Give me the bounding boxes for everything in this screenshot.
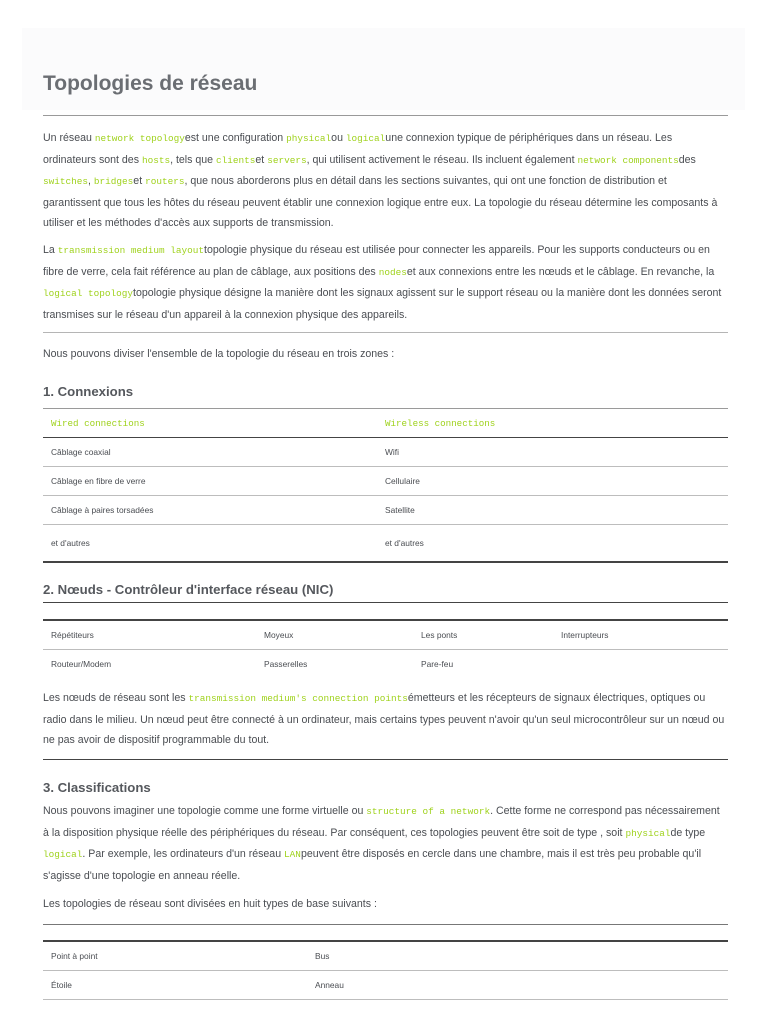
column-header-wireless: Wireless connections bbox=[377, 409, 728, 438]
table-cell: Satellite bbox=[377, 496, 728, 525]
code-term: network components bbox=[577, 154, 679, 166]
code-term: bridges bbox=[93, 176, 134, 188]
table-row bbox=[43, 467, 728, 496]
nodes-table bbox=[43, 619, 728, 678]
table-cell: Étoile bbox=[43, 970, 307, 999]
heading-noeuds: 2. Nœuds - Contrôleur d'interface réseau (NIC) bbox=[43, 582, 334, 597]
code-term: physical bbox=[286, 133, 332, 144]
code-term: network topology bbox=[94, 133, 185, 144]
table-cell: Interrupteurs bbox=[553, 620, 728, 649]
table-cell: Anneau bbox=[307, 970, 728, 999]
table-cell: Câblage en fibre de verre bbox=[43, 467, 377, 496]
heading-underline bbox=[43, 602, 728, 603]
code-term: routers bbox=[145, 176, 185, 188]
intro-paragraph: Un réseau network topologyest une configuration physicalou logicalune connexion typique de périphériques dans un réseau. Les ordinateurs sont des hosts, tels que clientset servers, qui utilisent activement le réseau. Ils incluent également network componentsdes switches, bridgeset routers, que nous aborderons plus en détail dans les sections suivantes, qui ont une fonction de distribution et garantissent que tous les hôtes du réseau peuvent établir une connexion logique entre eux. La topologie du réseau détermine les composants à utiliser et les méthodes d'accès aux supports de transmission. bbox=[43, 132, 718, 230]
table-cell: Les ponts bbox=[413, 620, 553, 649]
table-row bbox=[43, 620, 728, 649]
table-cell: Répétiteurs bbox=[43, 620, 256, 649]
code-term: transmission medium's connection points bbox=[188, 693, 408, 704]
table-row bbox=[43, 649, 728, 678]
table-row bbox=[43, 525, 728, 562]
layout-paragraph: La transmission medium layouttopologie physique du réseau est utilisée pour connecter les appareils. Pour les supports conducteurs ou en fibre de verre, cela fait référence au plan de câblage, aux positions des nodeset aux connexions entre les nœuds et le câblage. En revanche, la logical topologytopologie physique désigne la manière dont les signaux agissent sur le support réseau ou la manière dont les données seront transmises sur le réseau d'un appareil à la connexion physique des appareils. bbox=[43, 244, 722, 321]
table-cell: Moyeux bbox=[256, 620, 413, 649]
column-header-wired: Wired connections bbox=[43, 409, 377, 438]
table-cell: Routeur/Modem bbox=[51, 658, 112, 669]
topology-types-table bbox=[43, 940, 728, 1000]
code-term: hosts bbox=[141, 154, 171, 166]
code-term: structure of a network bbox=[366, 806, 491, 817]
title-divider bbox=[43, 115, 728, 116]
table-cell: Câblage coaxial bbox=[43, 438, 377, 467]
table-cell: Passerelles bbox=[264, 658, 308, 669]
table-cell bbox=[553, 649, 728, 678]
heading-connexions: 1. Connexions bbox=[43, 384, 134, 399]
types-intro: Les topologies de réseau sont divisées en huit types de base suivants : bbox=[43, 898, 377, 910]
table-cell: Point à point bbox=[43, 941, 307, 970]
page-title: Topologies de réseau bbox=[43, 72, 258, 95]
code-term: LAN bbox=[284, 849, 301, 861]
table-row bbox=[43, 438, 728, 467]
table-cell: et d'autres bbox=[385, 537, 424, 548]
code-term: logical bbox=[43, 849, 83, 861]
code-term: physical bbox=[625, 827, 671, 839]
heading-classifications: 3. Classifications bbox=[43, 780, 151, 795]
nodes-paragraph: Les nœuds de réseau sont les transmission medium's connection pointsémetteurs et les récepteurs de signaux électriques, optiques ou radio dans le milieu. Un nœud peut être connecté à un ordinateur, mais certains types peuvent n'avoir qu'un seul microcontrôleur sur un nœud ou ne pas avoir de dispositif programmable du tout. bbox=[43, 692, 725, 747]
code-term: logical bbox=[345, 133, 386, 144]
table-row bbox=[43, 496, 728, 525]
connections-table bbox=[43, 408, 728, 563]
section-divider bbox=[43, 332, 728, 333]
table-cell: et d'autres bbox=[51, 537, 90, 548]
header-band bbox=[22, 28, 745, 110]
code-term: switches bbox=[43, 176, 89, 188]
code-term: servers bbox=[267, 154, 307, 166]
zones-intro: Nous pouvons diviser l'ensemble de la topologie du réseau en trois zones : bbox=[43, 348, 395, 360]
table-row bbox=[43, 941, 728, 970]
table-cell: Pare-feu bbox=[421, 658, 454, 669]
table-cell: Câblage à paires torsadées bbox=[43, 496, 377, 525]
table-cell: Bus bbox=[307, 941, 728, 970]
table-row bbox=[43, 970, 728, 999]
table-cell: Cellulaire bbox=[377, 467, 728, 496]
code-term: clients bbox=[216, 154, 256, 166]
table-top-rule bbox=[43, 924, 728, 925]
classifications-paragraph: Nous pouvons imaginer une topologie comme une forme virtuelle ou structure of a network. Cette forme ne correspond pas nécessairement à la disposition physique réelle des périphériques du réseau. Par conséquent, ces topologies peuvent être soit de type , soit physicalde type logical. Par exemple, les ordinateurs d'un réseau LANpeuvent être disposés en cercle dans une chambre, mais il est très peu probable qu'il s'agisse d'une topologie en anneau réelle. bbox=[43, 805, 720, 882]
code-term: logical topology bbox=[43, 288, 134, 300]
table-cell: Wifi bbox=[377, 438, 728, 467]
code-term: nodes bbox=[378, 266, 407, 278]
section-divider bbox=[43, 759, 728, 760]
code-term: transmission medium layout bbox=[57, 245, 205, 256]
